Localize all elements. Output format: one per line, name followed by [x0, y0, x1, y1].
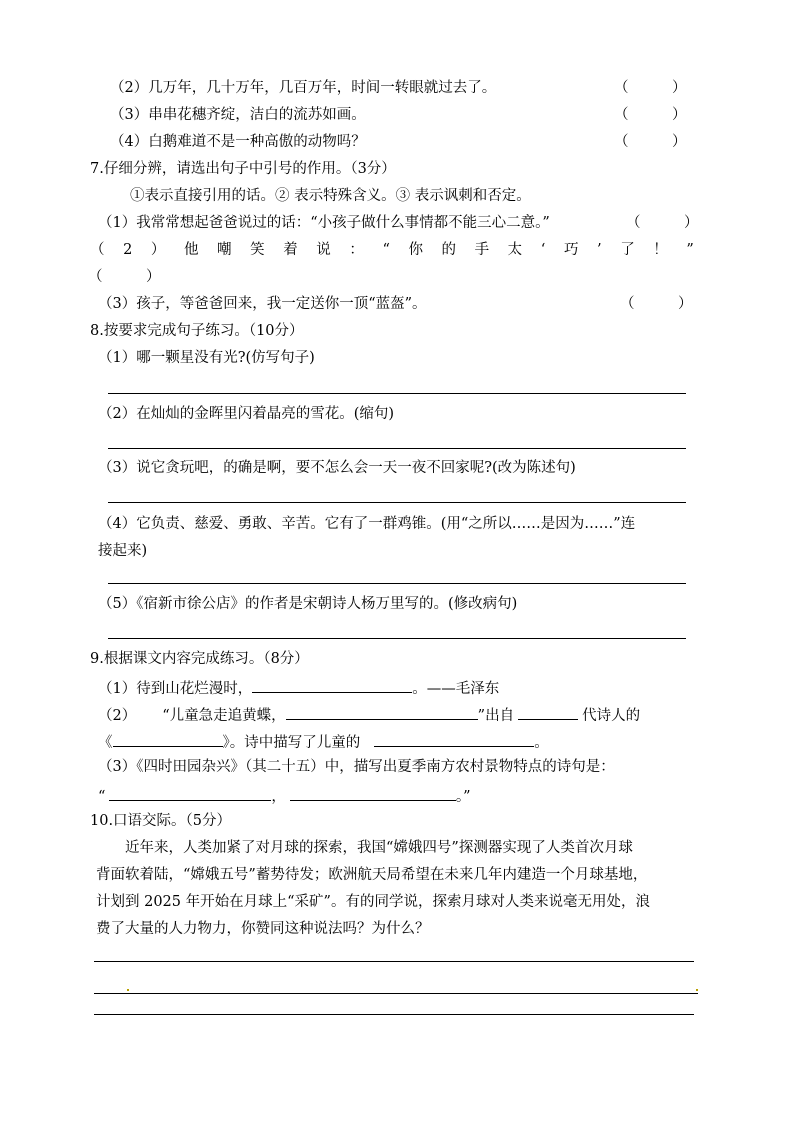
q8-answer-line-5[interactable]	[108, 638, 686, 639]
q9-item-1: （1）待到山花烂漫时， 。——毛泽东	[98, 676, 499, 699]
q8-answer-line-1[interactable]	[108, 393, 686, 394]
q6-item-2-answer-paren[interactable]: （ ）	[614, 80, 687, 96]
q10-answer-line-2[interactable]	[94, 993, 698, 994]
q6-item-3-text: （3）串串花穗齐绽，洁白的流苏如画。	[110, 107, 366, 123]
q8-answer-line-3[interactable]	[108, 502, 686, 503]
q9-item-2-blank-poem[interactable]	[113, 730, 223, 747]
q6-item-2-text: （2）几万年，几十万年，几百万年，时间一转眼就过去了。	[110, 80, 497, 96]
q8-sentence-4-line-1: （4）它负责、慈爱、勇敢、辛苦。它有了一群鸡锥。(用“之所以……是因为……”连	[98, 516, 636, 532]
q9-item-1-blank[interactable]	[252, 676, 412, 693]
q6-item-4-text: （4）白鹅难道不是一种高傲的动物吗？	[110, 134, 366, 150]
q7-item-3-answer-paren[interactable]: （ ）	[620, 296, 693, 312]
q9-title: 9.根据课文内容完成练习。（8分）	[90, 651, 309, 667]
q9-item-3-line-1: （3）《四时田园杂兴》（其二十五）中，描写出夏季南方农村景物特点的诗句是：	[98, 759, 615, 775]
q10-paragraph-line-3: 计划到 2025 年开始在月球上“采矿”。有的同学说，探索月球对人类来说毫无用处，浪	[96, 894, 650, 910]
q6-item-3-answer-paren[interactable]: （ ）	[614, 107, 687, 123]
q6-item-4-answer-paren[interactable]: （ ）	[614, 134, 687, 150]
q9-item-2-blank-description[interactable]	[374, 730, 534, 747]
q8-sentence-5: （5）《宿新市徐公店》的作者是宋朝诗人杨万里写的。(修改病句)	[98, 596, 518, 612]
q7-item-2-answer-paren[interactable]: （ ）	[88, 269, 161, 285]
q9-item-3-line-2: “ ， 。”	[98, 784, 471, 807]
q9-item-3-blank-2[interactable]	[290, 784, 456, 801]
q8-sentence-1: （1）哪一颗星没有光?(仿写句子)	[98, 350, 315, 366]
q10-title: 10.口语交际。（5分）	[90, 813, 232, 829]
q10-paragraph-line-2: 背面软着陆，“嫦娥五号”蓄势待发；欧洲航天局希望在未来几年内建造一个月球基地，	[96, 867, 648, 883]
q10-paragraph-line-4: 费了大量的人力物力，你赞同这种说法吗？为什么？	[96, 921, 430, 937]
q10-answer-line-3[interactable]	[94, 1014, 694, 1015]
q9-item-2-blank-dynasty[interactable]	[518, 703, 578, 720]
stray-mark	[127, 989, 129, 991]
q9-item-2-blank-verse[interactable]	[286, 703, 478, 720]
q7-title: 7.仔细分辨，请选出句子中引号的作用。（3分）	[90, 161, 396, 177]
q8-sentence-4-line-2: 接起来)	[98, 543, 148, 559]
q9-item-2-line-1: （2） “儿童急走追黄蝶， ”出自 代诗人的	[98, 703, 640, 726]
q10-paragraph-line-1: 近年来，人类加紧了对月球的探索，我国“嫦娥四号”探测器实现了人类首次月球	[125, 840, 633, 856]
stray-mark	[696, 989, 698, 991]
q7-item-2-text: （ 2 ） 他 嘲 笑 着 说 ： “ 你 的 手 太 ‘ 巧 ’ 了 ！ ”	[90, 242, 694, 258]
q8-title: 8.按要求完成句子练习。（10分）	[90, 323, 304, 339]
q8-sentence-2: （2）在灿灿的金晖里闪着晶亮的雪花。(缩句)	[98, 406, 395, 422]
q8-sentence-3: （3）说它贪玩吧，的确是啊，要不怎么会一天一夜不回家呢?(改为陈述句)	[98, 460, 576, 476]
q7-item-1-text: （1）我常常想起爸爸说过的话：“小孩子做什么事情都不能三心二意。”	[98, 215, 550, 231]
q9-item-2-line-2: 《 》。诗中描写了儿童的 。	[98, 730, 549, 753]
q8-answer-line-2[interactable]	[108, 448, 686, 449]
q7-options: ①表示直接引用的话。② 表示特殊含义。③ 表示讽刺和否定。	[130, 188, 531, 204]
q7-item-1-answer-paren[interactable]: （ ）	[626, 215, 699, 231]
q7-item-3-text: （3）孩子，等爸爸回来，我一定送你一顶“蓝盔”。	[98, 296, 427, 312]
q10-answer-line-1[interactable]	[94, 961, 694, 962]
q8-answer-line-4[interactable]	[108, 583, 686, 584]
q9-item-3-blank-1[interactable]	[109, 784, 271, 801]
